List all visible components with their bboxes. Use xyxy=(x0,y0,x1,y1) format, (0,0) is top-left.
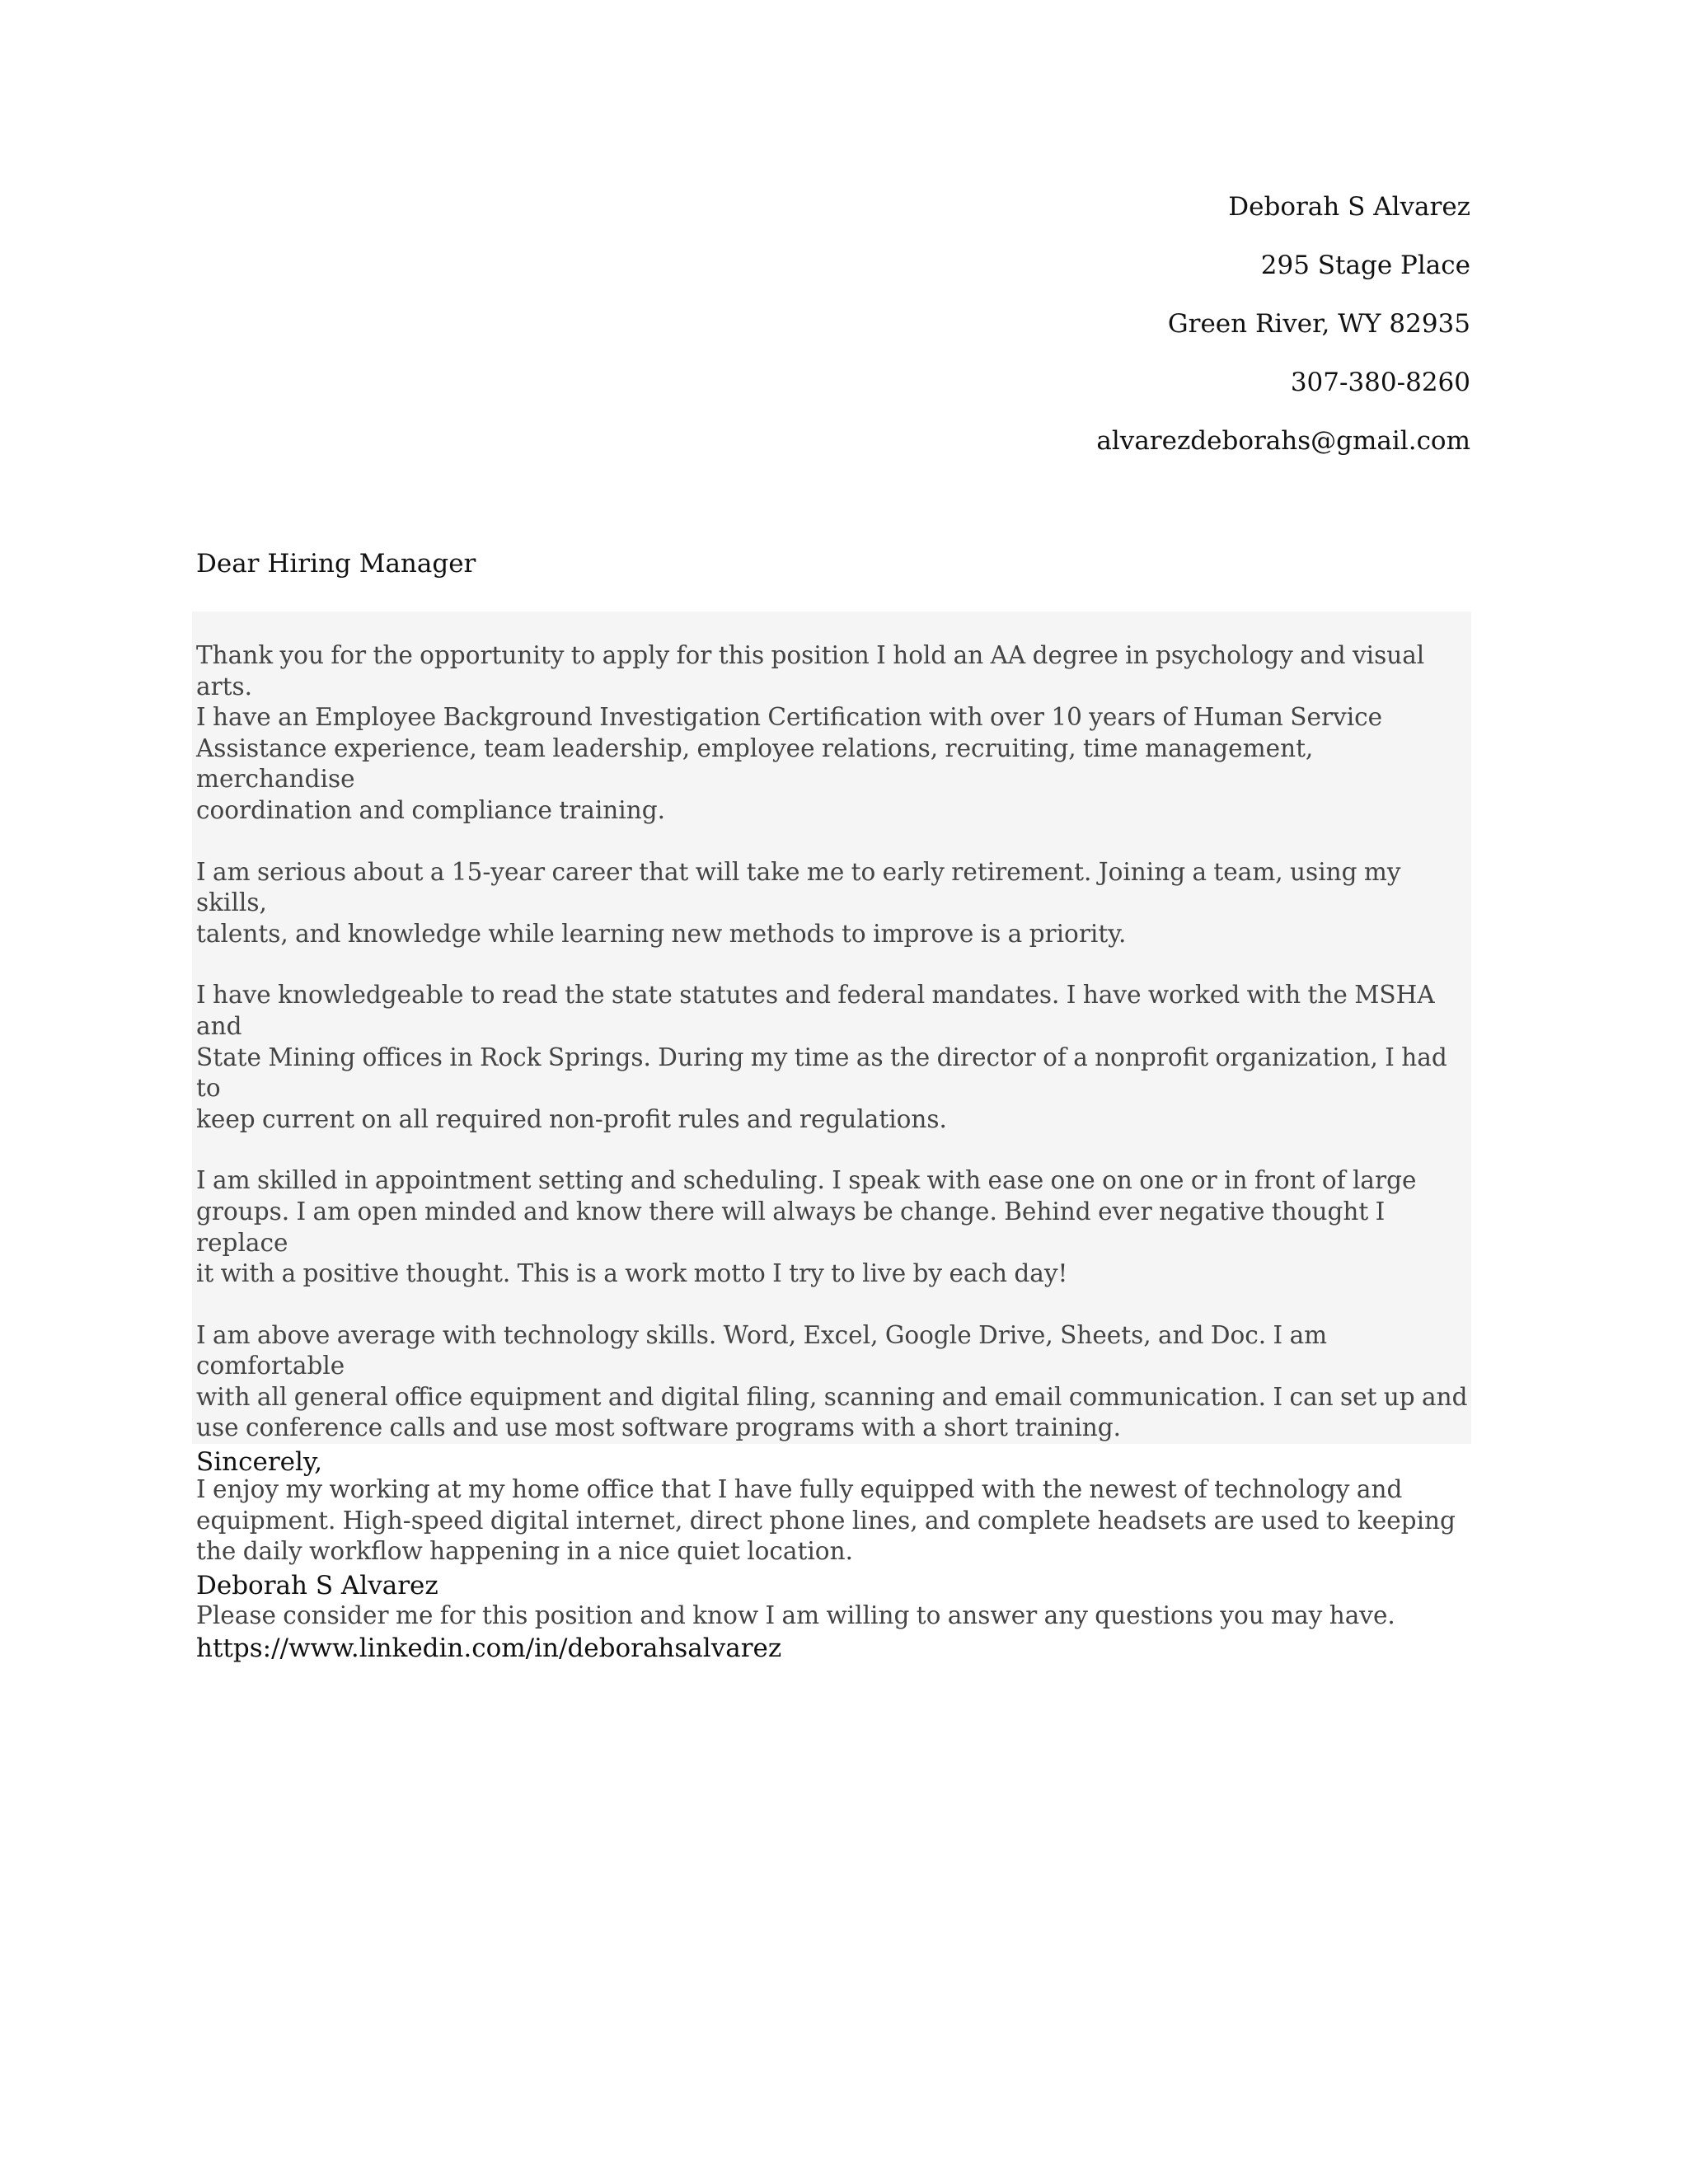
body-paragraph-technology: I am above average with technology skills. Word, Excel, Google Drive, Sheets, and Doc. I am comfortable with all general office equipment and digital filing, scanning and email communication. I can set up and use conference calls and use most software programs with a short training. xyxy=(196,1320,1468,1442)
salutation: Dear Hiring Manager xyxy=(196,549,476,579)
sender-name: Deborah S Alvarez xyxy=(1228,192,1470,222)
body-paragraph-knowledge: I have knowledgeable to read the state statutes and federal mandates. I have worked with the MSHA and State Mining offices in Rock Springs. During my time as the director of a nonprofit organization, I had to keep current on all required non-profit rules and regulations. xyxy=(196,981,1447,1133)
sender-email: alvarezdeborahs@gmail.com xyxy=(1096,426,1470,456)
sender-phone: 307-380-8260 xyxy=(1290,368,1470,397)
sender-address-block xyxy=(1096,192,1470,485)
body-paragraph-intro: Thank you for the opportunity to apply for this position I hold an AA degree in psychology and visual arts. I have an Employee Background Investigation Certification with over 10 years of Human Service Assistance experience, team leadership, employee relations, recruiting, time management, merchandise coordination and compliance training. xyxy=(196,641,1425,824)
body-paragraph-home-office: I enjoy my working at my home office that I have fully equipped with the newest of technology and equipment. High-speed digital internet, direct phone lines, and complete headsets are used to keeping the daily workflow happening in a nice quiet location. xyxy=(196,1475,1456,1566)
sender-city-state-zip: Green River, WY 82935 xyxy=(1167,309,1470,339)
sender-street: 295 Stage Place xyxy=(1260,251,1470,280)
body-paragraph-career: I am serious about a 15-year career that will take me to early retirement. Joining a team, using my skills, talents, and knowledge while learning new methods to improve is a priority. xyxy=(196,857,1401,948)
linkedin-link[interactable]: https://www.linkedin.com/in/deborahsalvarez xyxy=(196,1633,782,1663)
body-paragraph-closing: Please consider me for this position and know I am willing to answer any questions you may have. xyxy=(196,1601,1395,1629)
signature-name: Deborah S Alvarez xyxy=(196,1571,438,1601)
closing: Sincerely, xyxy=(196,1447,323,1477)
body-paragraph-skills: I am skilled in appointment setting and scheduling. I speak with ease one on one or in front of large groups. I am open minded and know there will always be change. Behind ever negative thought I replace it with a positive thought. This is a work motto I try to live by each day! xyxy=(196,1166,1417,1288)
